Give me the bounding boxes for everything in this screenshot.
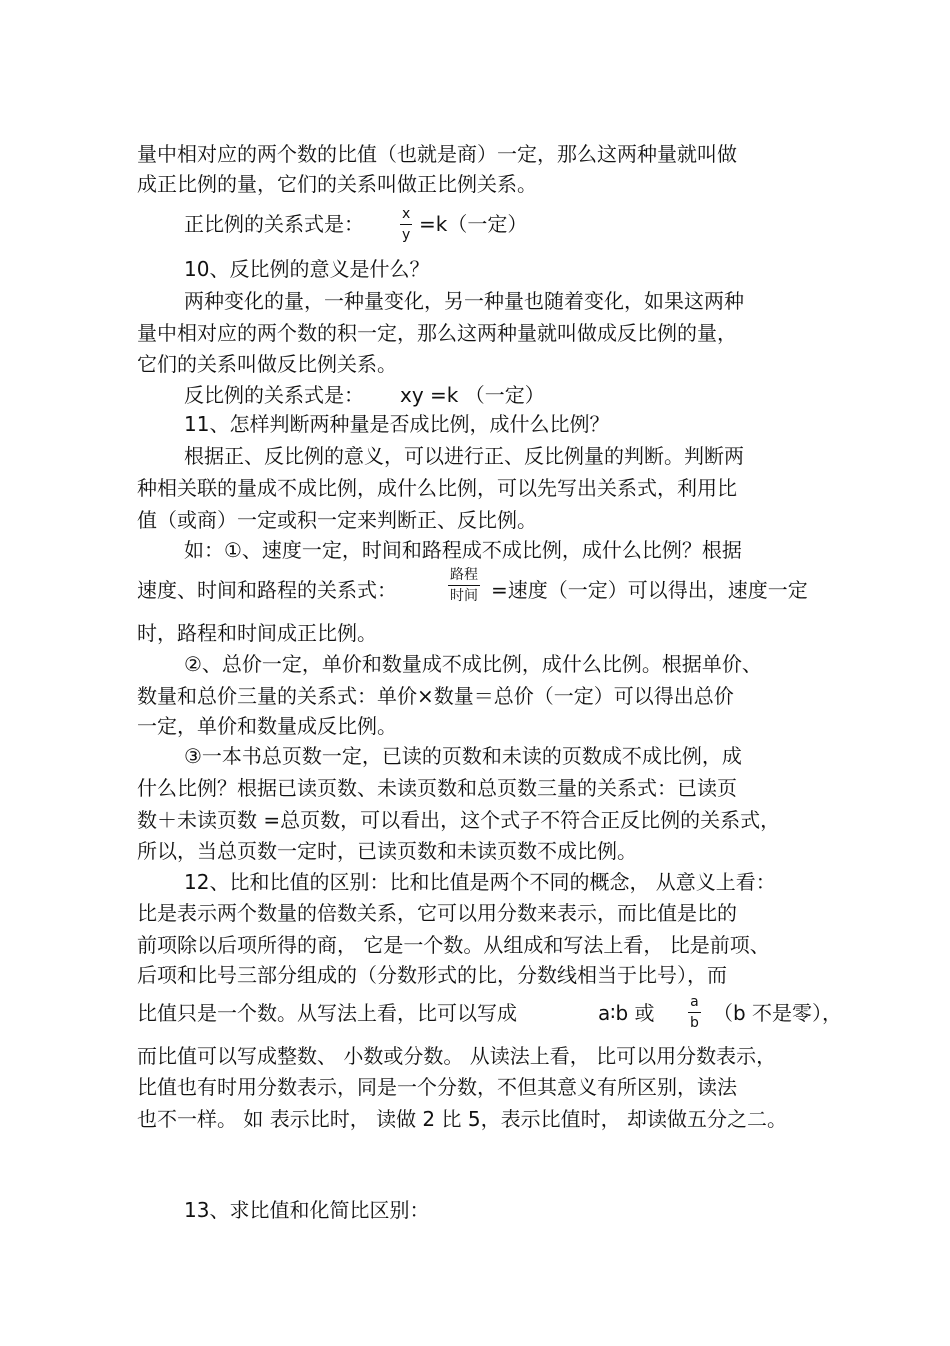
text-line: 两种变化的量，一种量变化，另一种量也随着变化，如果这两种 bbox=[184, 289, 744, 313]
formula-label: 正比例的关系式是： bbox=[184, 212, 364, 236]
text-line: =速度（一定）可以得出，速度一定 bbox=[491, 578, 808, 602]
fraction-denominator: 时间 bbox=[450, 588, 478, 604]
fraction-numerator: a bbox=[688, 993, 701, 1013]
ratio-text: a∶b 或 bbox=[598, 1001, 655, 1025]
text-line: 种相关联的量成不成比例，成什么比例，可以先写出关系式，利用比 bbox=[137, 476, 737, 500]
text-line: 而比值可以写成整数、 小数或分数。 从读法上看， 比可以用分数表示， bbox=[137, 1044, 777, 1068]
text-line: 后项和比号三部分组成的（分数形式的比，分数线相当于比号），而 bbox=[137, 963, 727, 987]
text-line: 成正比例的量，它们的关系叫做正比例关系。 bbox=[137, 172, 537, 196]
text-line: 值（或商）一定或积一定来判断正、反比例。 bbox=[137, 508, 537, 532]
text-line: 量中相对应的两个数的积一定，那么这两种量就叫做成反比例的量， bbox=[137, 321, 737, 345]
fraction-distance-over-time bbox=[448, 566, 480, 605]
text-line: 也不一样。 如 表示比时， 读做 2 比 5，表示比值时， 却读做五分之二。 bbox=[137, 1107, 787, 1131]
formula-text: =k（一定） bbox=[419, 212, 528, 236]
fraction-numerator: 路程 bbox=[448, 566, 480, 586]
text-line: 如：①、速度一定，时间和路程成不成比例，成什么比例？根据 bbox=[184, 538, 742, 562]
text-line: 比值只是一个数。从写法上看，比可以写成 bbox=[137, 1001, 517, 1025]
text-line: 速度、时间和路程的关系式： bbox=[137, 578, 397, 602]
text-line: 什么比例？根据已读页数、未读页数和总页数三量的关系式：已读页 bbox=[137, 776, 737, 800]
text-line: ③一本书总页数一定，已读的页数和未读的页数成不成比例，成 bbox=[184, 744, 742, 768]
question-heading: 12、比和比值的区别：比和比值是两个不同的概念， 从意义上看： bbox=[184, 870, 776, 894]
text-line: 比值也有时用分数表示，同是一个分数，不但其意义有所区别，读法 bbox=[137, 1075, 737, 1099]
text-line: 量中相对应的两个数的比值（也就是商）一定，那么这两种量就叫做 bbox=[137, 142, 737, 166]
text-line: 一定，单价和数量成反比例。 bbox=[137, 714, 397, 738]
text-line: 数量和总价三量的关系式：单价×数量＝总价（一定）可以得出总价 bbox=[137, 684, 734, 708]
text-line: 根据正、反比例的意义，可以进行正、反比例量的判断。判断两 bbox=[184, 444, 744, 468]
text-line: 它们的关系叫做反比例关系。 bbox=[137, 352, 397, 376]
fraction-denominator: b bbox=[690, 1015, 699, 1031]
fraction-numerator: x bbox=[400, 205, 412, 225]
formula-text: xy =k （一定） bbox=[400, 383, 545, 407]
text-line: ②、总价一定，单价和数量成不成比例，成什么比例。根据单价、 bbox=[184, 652, 762, 676]
question-heading: 13、求比值和化简比区别： bbox=[184, 1198, 430, 1222]
question-heading: 10、反比例的意义是什么？ bbox=[184, 257, 430, 281]
text-line: 前项除以后项所得的商， 它是一个数。从组成和写法上看， 比是前项、 bbox=[137, 933, 770, 957]
text-line: 数＋未读页数 =总页数，可以看出，这个式子不符合正反比例的关系式， bbox=[137, 808, 781, 832]
fraction-x-over-y bbox=[400, 205, 412, 244]
text-line: 比是表示两个数量的倍数关系，它可以用分数来表示，而比值是比的 bbox=[137, 901, 737, 925]
text-line: （b 不是零）， bbox=[713, 1001, 843, 1025]
text-line: 时，路程和时间成正比例。 bbox=[137, 621, 377, 645]
formula-label: 反比例的关系式是： bbox=[184, 383, 364, 407]
question-heading: 11、怎样判断两种量是否成比例，成什么比例？ bbox=[184, 412, 610, 436]
fraction-denominator: y bbox=[402, 227, 411, 243]
text-line: 所以，当总页数一定时，已读页数和未读页数不成比例。 bbox=[137, 839, 637, 863]
fraction-a-over-b bbox=[688, 993, 701, 1032]
